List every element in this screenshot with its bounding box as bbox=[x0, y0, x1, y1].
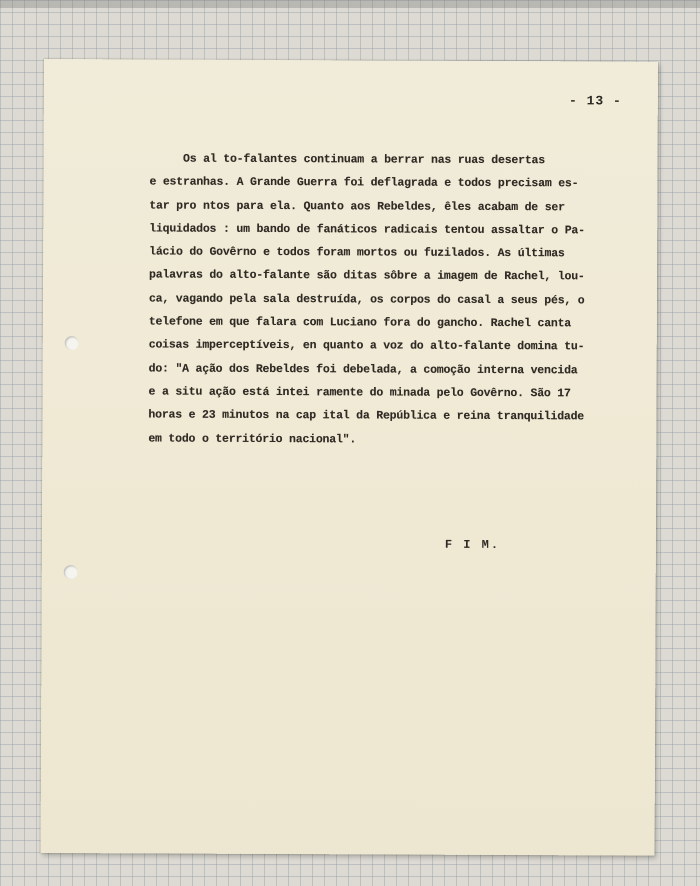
punch-hole bbox=[64, 565, 78, 579]
page-number: - 13 - bbox=[568, 93, 622, 109]
text-line: palavras do alto-falante são ditas sôbre a imagem de Rachel, lou- bbox=[149, 268, 585, 284]
text-line: lácio do Govêrno e todos foram mortos ou fuzilados. As últimas bbox=[149, 245, 565, 261]
document-page bbox=[41, 59, 658, 856]
background-strip bbox=[0, 0, 700, 8]
text-line: e a situ ação está intei ramente do minada pelo Govêrno. São 17 bbox=[148, 385, 571, 401]
text-line: liquidados : um bando de fanáticos radicais tentou assaltar o Pa- bbox=[149, 222, 585, 238]
text-line: coisas imperceptíveis, en quanto a voz do alto-falante domina tu- bbox=[148, 338, 585, 354]
text-line: telefone em que falara com Luciano fora do gancho. Rachel canta bbox=[148, 315, 572, 331]
text-line: e estranhas. A Grande Guerra foi deflagrada e todos precisam es- bbox=[149, 175, 579, 191]
typewritten-paragraph bbox=[148, 147, 629, 452]
text-line: horas e 23 minutos na cap ital da República e reina tranquilidade bbox=[148, 408, 585, 424]
text-line: tar pro ntos para ela. Quanto aos Rebeldes, êles acabam de ser bbox=[149, 199, 565, 214]
text-line: Os al to-falantes continuam a berrar nas ruas desertas bbox=[149, 152, 545, 168]
text-line: do: "A ação dos Rebeldes foi debelada, a comoção interna vencida bbox=[148, 362, 578, 378]
text-line: ca, vagando pela sala destruída, os corpos do casal a seus pés, o bbox=[148, 292, 585, 308]
ending-mark: F I M. bbox=[444, 537, 501, 552]
text-line: em todo o território nacional". bbox=[148, 432, 357, 446]
punch-hole bbox=[65, 336, 79, 350]
